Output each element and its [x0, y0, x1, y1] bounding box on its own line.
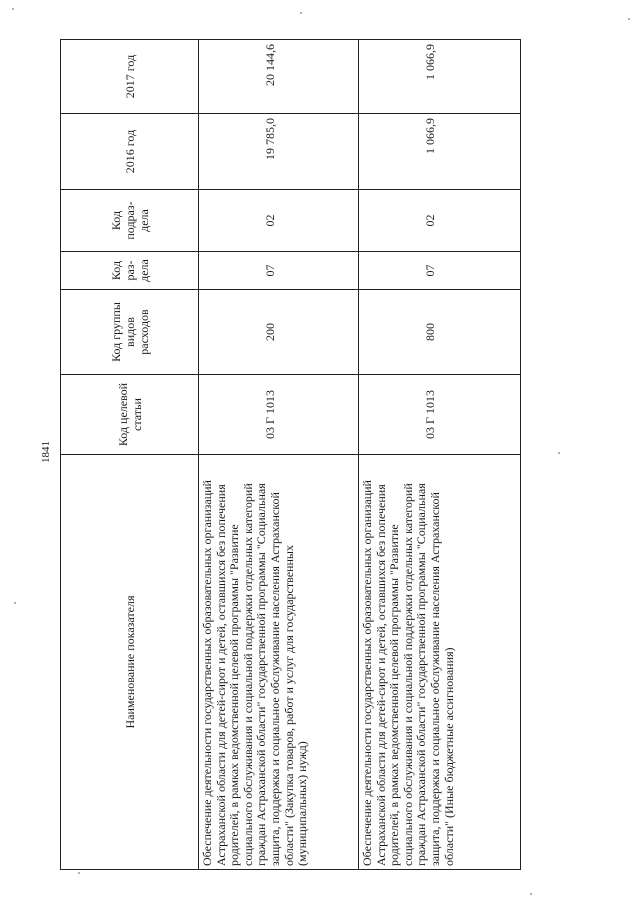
- row-1-section-code: 07: [199, 252, 359, 290]
- row-1-value-2016: 19 785,0: [199, 114, 359, 190]
- header-2017: 2017 год: [61, 40, 199, 114]
- row-1-group-code: 200: [199, 290, 359, 375]
- budget-table: [60, 39, 521, 870]
- scan-speck: [558, 452, 560, 454]
- row-2-value-2016: 1 066,9: [359, 114, 521, 190]
- table-row: [199, 40, 359, 870]
- row-1-subsection-code: 02: [199, 190, 359, 252]
- header-2016: 2016 год: [61, 114, 199, 190]
- header-section-code: Код раз- дела: [61, 252, 199, 290]
- row-2-target-code: 03 Г 1013: [359, 375, 521, 455]
- row-1-name: Обеспечение деятельности государственных образовательных организаций Астраханской области для детей-сирот и детей, оставшихся без попечения родителей, в рамках ведомственной целевой программы "Развитие социального обслуживания и социальной поддержки отдельных категорий граждан Астраханской области" государственной программы "Социальная защита, поддержка и социальное обслуживание населения Астраханской области" (Закупка товаров, работ и услуг для государственных (муниципальных) нужд): [199, 455, 359, 870]
- row-2-subsection-code: 02: [359, 190, 521, 252]
- header-target-code: Код целевой статьи: [61, 375, 199, 455]
- scan-speck: [628, 18, 630, 20]
- header-row: [61, 40, 199, 870]
- scan-speck: [78, 872, 80, 874]
- row-1-value-2017: 20 144,6: [199, 40, 359, 114]
- scan-speck: [12, 8, 14, 10]
- row-2-group-code: 800: [359, 290, 521, 375]
- header-subsection-code: Код подраз- дела: [61, 190, 199, 252]
- scan-speck: [14, 602, 16, 604]
- row-1-target-code: 03 Г 1013: [199, 375, 359, 455]
- page-number: 1841: [40, 441, 52, 463]
- header-expense-group-code: Код группы видов расходов: [61, 290, 199, 375]
- scan-speck: [530, 893, 532, 895]
- rotated-table-container: [60, 40, 520, 870]
- row-2-value-2017: 1 066,9: [359, 40, 521, 114]
- scan-speck: [300, 12, 302, 14]
- header-name: Наименование показателя: [61, 455, 199, 870]
- row-2-section-code: 07: [359, 252, 521, 290]
- table-row: [359, 40, 521, 870]
- row-2-name: Обеспечение деятельности государственных образовательных организаций Астраханской области для детей-сирот и детей, оставшихся без попечения родителей, в рамках ведомственной целевой программы "Развитие социального обслуживания и социальной поддержки отдельных категорий граждан Астраханской области" государственной программы "Социальная защита, поддержка и социальное обслуживание населения Астраханской области" (Иные бюджетные ассигнования): [359, 455, 521, 870]
